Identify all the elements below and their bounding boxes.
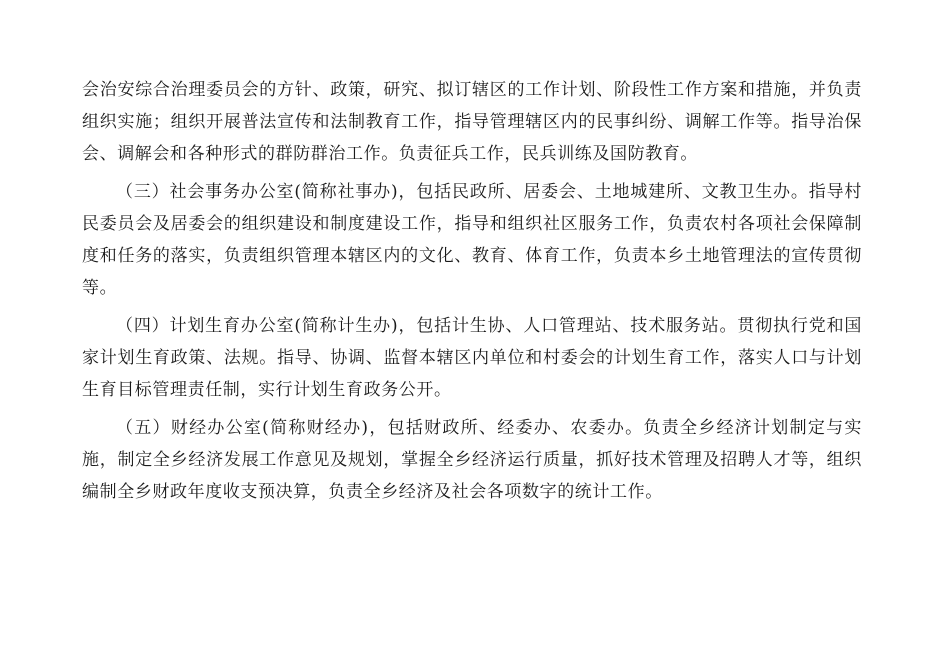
paragraph-finance-office: （五）财经办公室(简称财经办)，包括财政所、经委办、农委办。负责全乡经济计划制定与实施，制定全乡经济发展工作意见及规划，掌握全乡经济运行质量，抓好技术管理及招聘人才等，组织编制全乡财政年度收支预决算，负责全乡经济及社会各项数字的统计工作。 — [82, 418, 862, 502]
paragraph-family-planning-office: （四）计划生育办公室(简称计生办)，包括计生协、人口管理站、技术服务站。贯彻执行党和国家计划生育政策、法规。指导、协调、监督本辖区内单位和村委会的计划生育工作，落实人口与计划生育目标管理责任制，实行计划生育政务公开。 — [82, 316, 862, 400]
document-body — [82, 74, 862, 508]
paragraph-social-affairs-office: （三）社会事务办公室(简称社事办)，包括民政所、居委会、土地城建所、文教卫生办。指导村民委员会及居委会的组织建设和制度建设工作，指导和组织社区服务工作，负责农村各项社会保障制度和任务的落实，负责组织管理本辖区内的文化、教育、体育工作，负责本乡土地管理法的宣传贯彻等。 — [82, 182, 862, 298]
paragraph-continued: 会治安综合治理委员会的方针、政策，研究、拟订辖区的工作计划、阶段性工作方案和措施，并负责组织实施；组织开展普法宣传和法制教育工作，指导管理辖区内的民事纠纷、调解工作等。指导治保会、调解会和各种形式的群防群治工作。负责征兵工作，民兵训练及国防教育。 — [82, 80, 862, 164]
